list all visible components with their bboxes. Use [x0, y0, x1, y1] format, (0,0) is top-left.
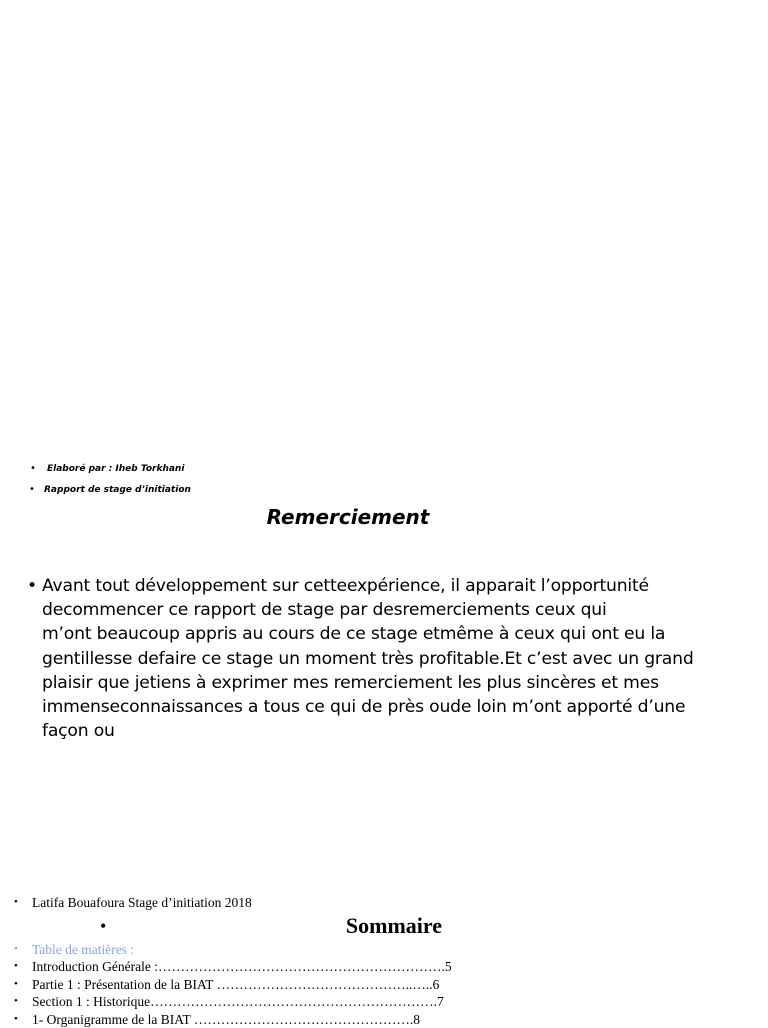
- toc-entry-text: Section 1 : Historique……………………………………………………….7: [32, 994, 444, 1009]
- bullet-marker: •: [14, 978, 18, 990]
- bullet-marker: •: [30, 463, 36, 474]
- author-line-text: Latifa Bouafoura Stage d’initiation 2018: [32, 895, 252, 910]
- bullet-marker: •: [100, 916, 107, 936]
- toc-entry: [14, 958, 452, 975]
- paragraph-line: m’ont beaucoup appris au cours de ce stage etmême à ceux qui ont eu la: [42, 624, 666, 645]
- author-line: [14, 894, 252, 911]
- toc-entry: [14, 993, 444, 1010]
- bullet-marker: •: [14, 1013, 18, 1025]
- report-type-text: Rapport de stage d’initiation: [44, 485, 191, 495]
- paragraph-line: immenseconnaissances a tous ce qui de près oude loin m’ont apporté d’une: [42, 697, 686, 718]
- toc-entry-text: 1- Organigramme de la BIAT ………………………………………….8: [32, 1012, 420, 1027]
- bullet-marker: •: [29, 484, 35, 495]
- bullet-marker: •: [14, 995, 18, 1007]
- bullet-marker: •: [14, 896, 18, 908]
- sommaire-title: Sommaire: [345, 913, 443, 938]
- toc-entry: [14, 1011, 420, 1028]
- toc-heading: [14, 941, 135, 958]
- author-credit-text: Elaboré par : Iheb Torkhani: [47, 464, 185, 474]
- author-credit: [30, 463, 185, 475]
- paragraph-line: decommencer ce rapport de stage par desremerciements ceux qui: [42, 600, 607, 621]
- toc-entry: [14, 976, 440, 993]
- paragraph-line: Avant tout développement sur cetteexpérience, il apparait l’opportunité: [42, 576, 649, 596]
- paragraph-line: façon ou: [42, 721, 115, 742]
- toc-entry-text: Partie 1 : Présentation de la BIAT ……………………………………..…..6: [32, 977, 440, 992]
- bullet-marker: •: [14, 960, 18, 972]
- remerciement-paragraph: [27, 574, 747, 743]
- bullet-marker: •: [14, 943, 18, 955]
- paragraph-line: gentillesse defaire ce stage un moment très profitable.Et c’est avec un grand: [42, 648, 694, 669]
- toc-heading-text: Table de matières :: [32, 942, 135, 957]
- paragraph-line: plaisir que jetiens à exprimer mes remerciement les plus sincères et mes: [42, 672, 659, 693]
- bullet-marker: •: [27, 576, 37, 596]
- remerciement-title: Remerciement: [266, 505, 430, 529]
- toc-entry-text: Introduction Générale :……………………………………………………….5: [32, 959, 452, 974]
- report-type: [29, 484, 191, 496]
